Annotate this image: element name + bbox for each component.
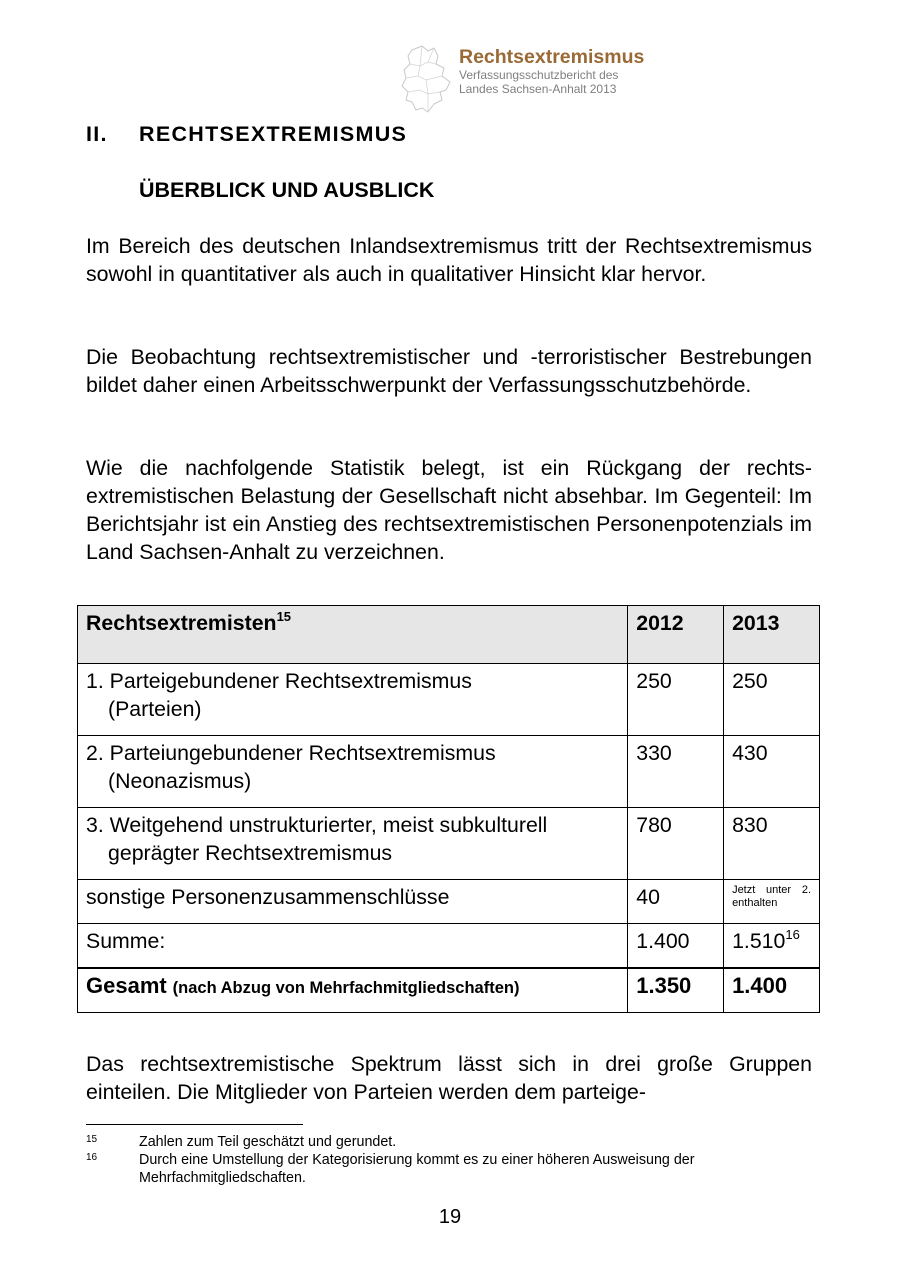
sum-value-2013-cell [724, 924, 820, 969]
footnote-number: 15 [86, 1134, 98, 1145]
paragraph-1: Im Bereich des deutschen Inlandsextremismus tritt der Rechtsextremismus sowohl in quantitativer als auch in qualitativer Hinsicht klar hervor. [86, 234, 812, 286]
total-label: Gesamt [86, 973, 167, 998]
other-value-2013 [724, 880, 820, 924]
footnote-ref-15: 15 [276, 608, 292, 624]
other-value-2012: 40 [628, 880, 724, 924]
row-label [78, 808, 628, 880]
table-row [78, 736, 820, 808]
row-label-line2: (Neonazismus) [108, 769, 252, 793]
row-label-line2: geprägter Rechtsextremismus [108, 841, 393, 865]
total-value-2012: 1.350 [628, 968, 724, 1013]
row-label-line1: 3. Weitgehend unstrukturierter, meist subkulturell [86, 813, 548, 837]
paragraph-3: Wie die nachfolgende Statistik belegt, ist ein Rückgang der rechtsextremistischen Belastung der Gesellschaft nicht absehbar. Im Gegenteil: Im Berichtsjahr ist ein Anstieg des rechtsextremistischen Personenpotenzials im Land Sachsen-Anhalt zu verzeichnen. [86, 456, 812, 564]
page-header [398, 44, 698, 114]
saxony-anhalt-map-outline-icon [398, 44, 454, 114]
value-2013: 830 [724, 808, 820, 880]
sum-value-2012: 1.400 [628, 924, 724, 969]
table-row-sum [78, 924, 820, 969]
total-sublabel: (nach Abzug von Mehrfachmitgliedschaften) [172, 979, 520, 997]
other-label: sonstige Personenzusammenschlüsse [78, 880, 628, 924]
footnote-ref-16: 16 [785, 926, 800, 942]
value-2012: 330 [628, 736, 724, 808]
row-label-line1: 2. Parteiungebundener Rechtsextremismus [86, 741, 496, 765]
header-label: Rechtsextremisten [86, 611, 277, 635]
section-title: ÜBERBLICK UND AUSBLICK [139, 178, 435, 202]
sum-label: Summe: [78, 924, 628, 969]
value-2012: 250 [628, 664, 724, 736]
table-row [78, 664, 820, 736]
other-note-2013: Jetzt unter 2. enthalten [732, 884, 811, 909]
footnote-text: Zahlen zum Teil geschätzt und gerundet. [139, 1134, 397, 1150]
row-label [78, 736, 628, 808]
table-header-row [78, 606, 820, 664]
value-2013: 250 [724, 664, 820, 736]
total-value-2013: 1.400 [724, 968, 820, 1013]
statistics-table [77, 605, 820, 1013]
footnote-number: 16 [86, 1152, 98, 1163]
table-row-total [78, 968, 820, 1013]
footnote-divider [86, 1124, 303, 1125]
sum-value-2013: 1.510 [732, 929, 786, 953]
paragraph-4: Das rechtsextremistische Spektrum lässt sich in drei große Gruppen einteilen. Die Mitglieder von Parteien werden dem parteige- [86, 1052, 812, 1104]
chapter-number: II. [86, 122, 108, 146]
header-year-2012: 2012 [628, 606, 724, 664]
chapter-title: RECHTSEXTREMISMUS [139, 122, 408, 146]
paragraph-2: Die Beobachtung rechtsextremistischer und -terroristischer Bestrebungen bildet daher einen Arbeitsschwerpunkt der Verfassungsschutzbehörde. [86, 345, 812, 397]
table-row-other [78, 880, 820, 924]
row-label-line1: 1. Parteigebundener Rechtsextremismus [86, 669, 472, 693]
value-2012: 780 [628, 808, 724, 880]
total-label-cell [78, 968, 628, 1013]
table-row [78, 808, 820, 880]
header-subtitle-line2: Landes Sachsen-Anhalt 2013 [459, 82, 617, 96]
page-number: 19 [438, 1206, 462, 1228]
header-year-2013: 2013 [724, 606, 820, 664]
row-label-line2: (Parteien) [108, 697, 202, 721]
footnote-text: Durch eine Umstellung der Kategorisierung kommt es zu einer höheren Ausweisung der Mehrfachmitgliedschaften. [139, 1152, 695, 1186]
row-label [78, 664, 628, 736]
header-label-cell [78, 606, 628, 664]
value-2013: 430 [724, 736, 820, 808]
header-subtitle-line1: Verfassungsschutzbericht des [459, 68, 619, 82]
header-title: Rechtsextremismus [459, 46, 645, 68]
